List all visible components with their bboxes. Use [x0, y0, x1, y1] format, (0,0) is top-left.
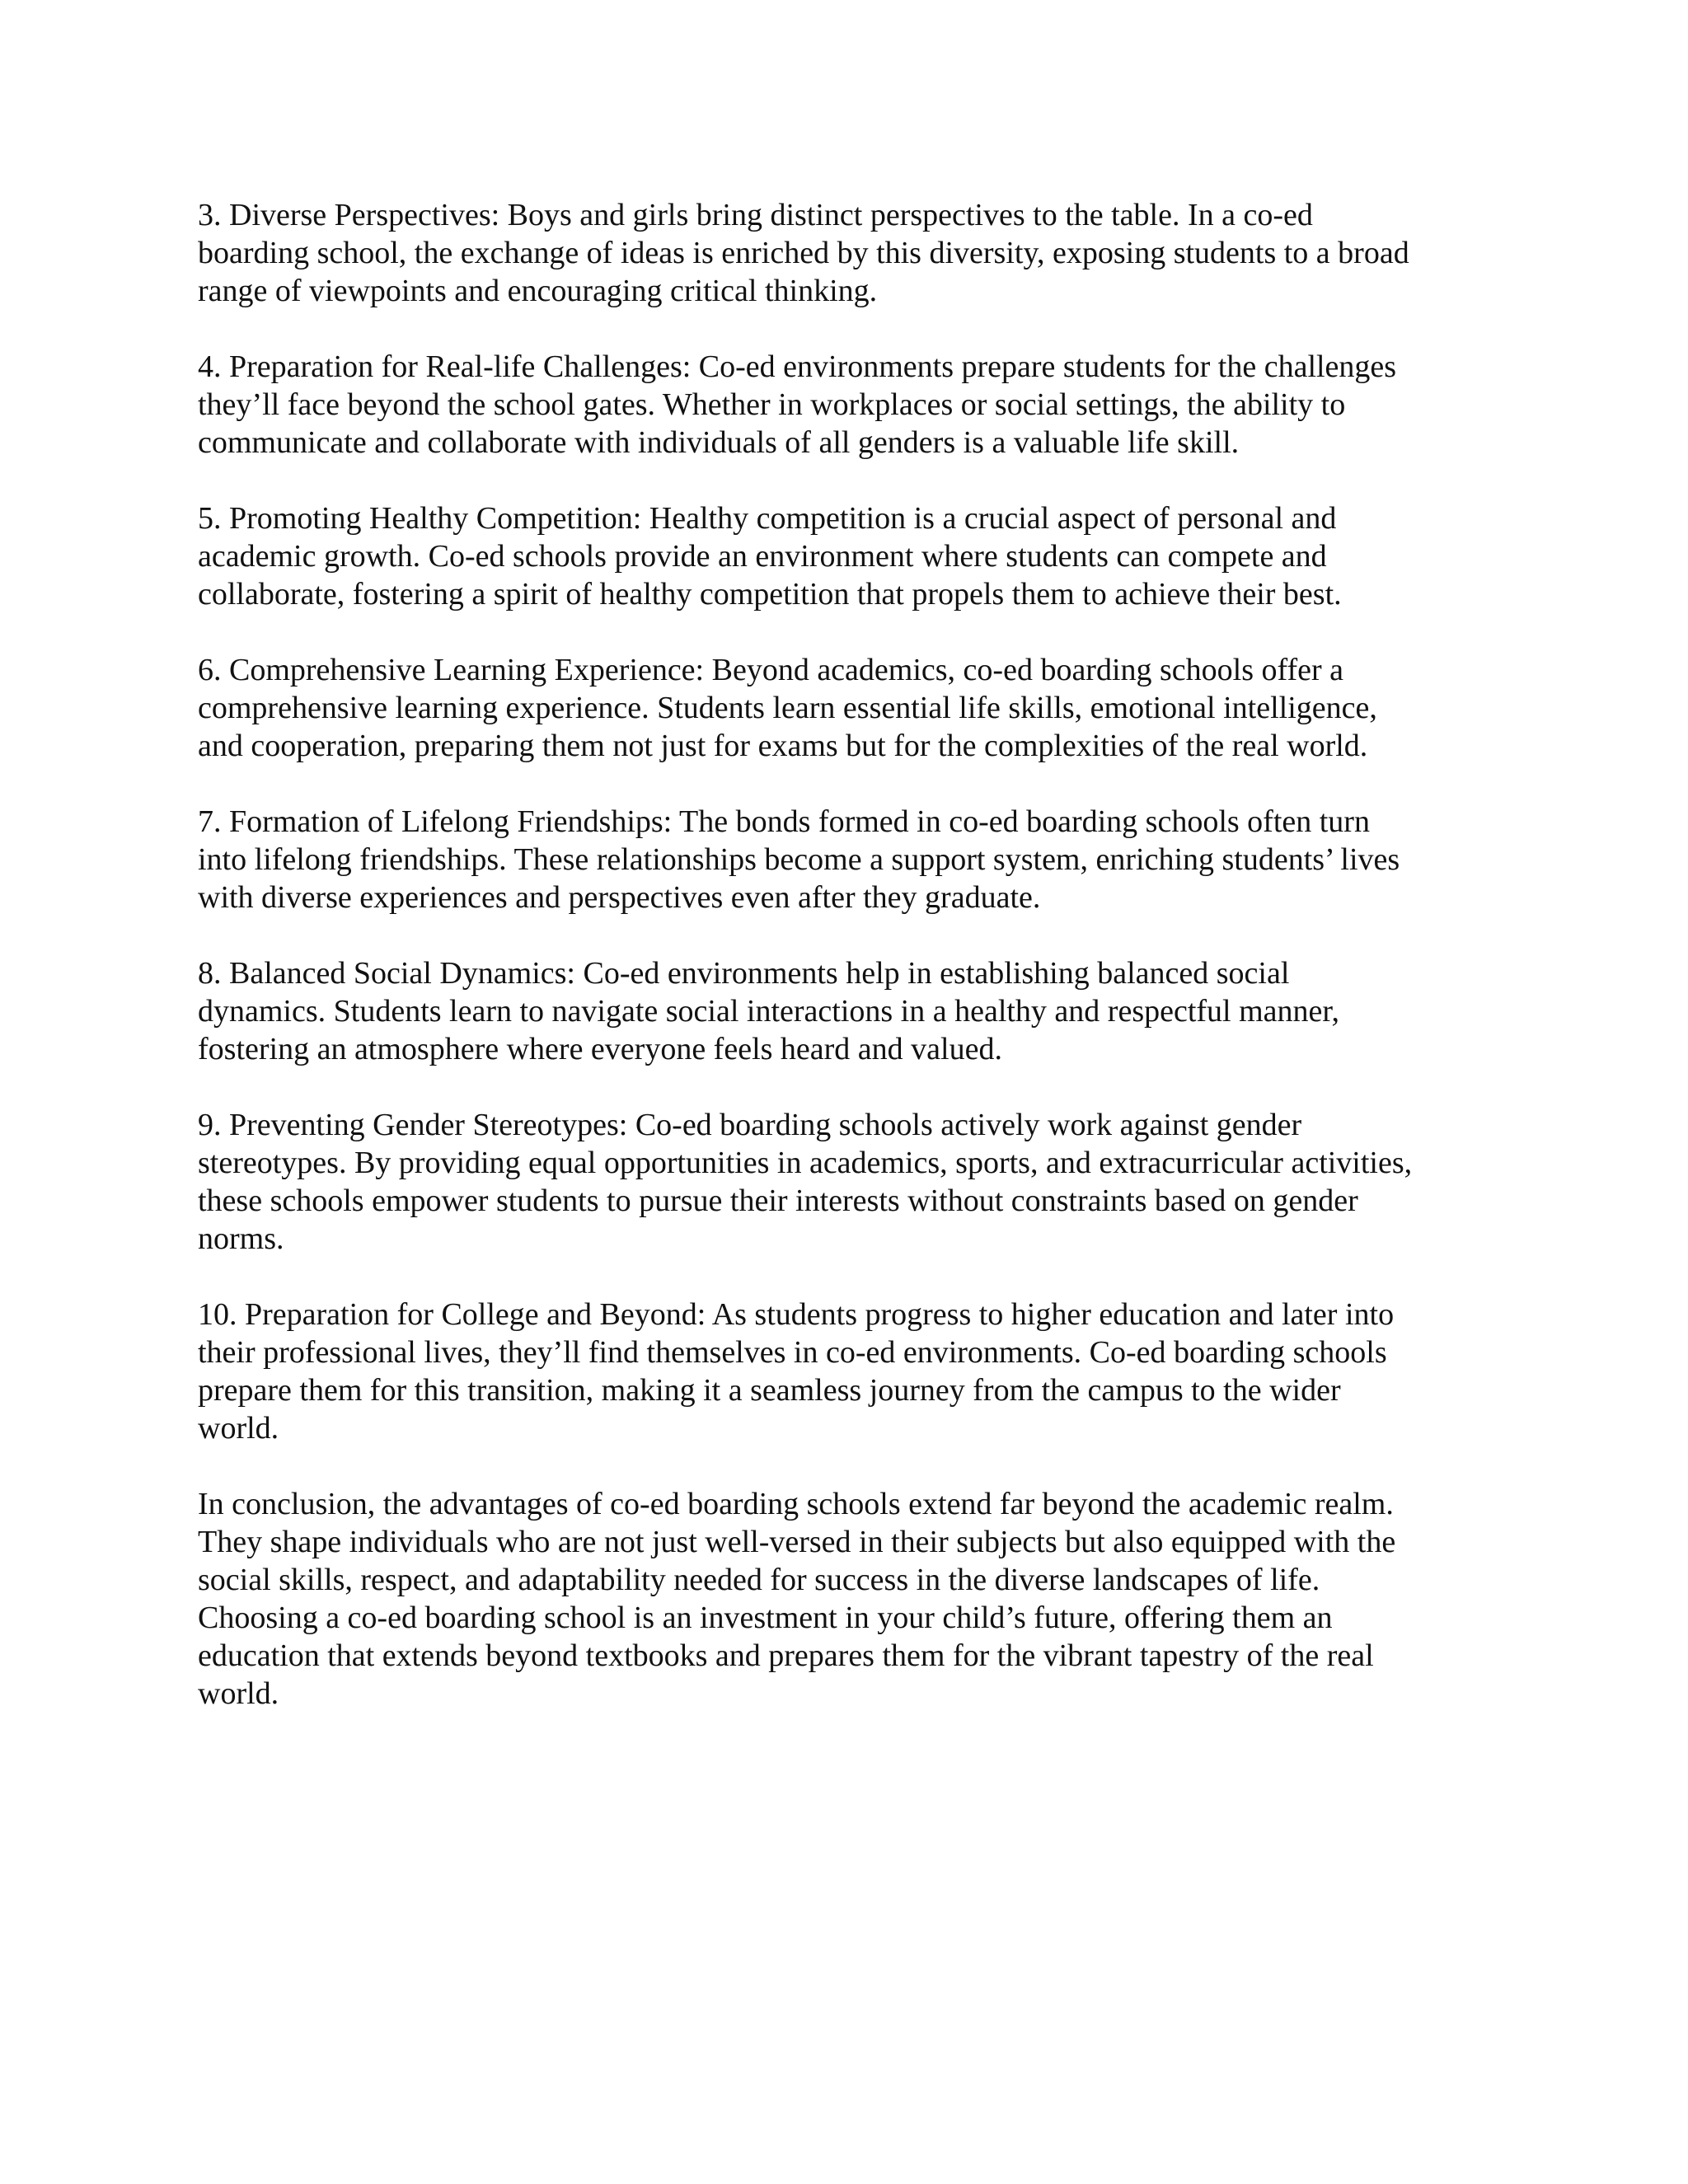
paragraph-conclusion: In conclusion, the advantages of co-ed boarding schools extend far beyond the academic realm. They shape individuals who are not just well-versed in their subjects but also equipped with the social skills, respect, and adaptability needed for success in the diverse landscapes of life. Choosing a co-ed boarding school is an investment in your child’s future, offering them an education that extends beyond textbooks and prepares them for the vibrant tapestry of the real world. — [198, 1487, 1396, 1711]
document-body — [198, 196, 1500, 1713]
paragraph-diverse-perspectives: 3. Diverse Perspectives: Boys and girls bring distinct perspectives to the table. In a co-ed boarding school, the exchange of ideas is enriched by this diversity, exposing students to a broad range of viewpoints and encouraging critical thinking. — [198, 198, 1409, 308]
paragraph-comprehensive-learning: 6. Comprehensive Learning Experience: Beyond academics, co-ed boarding schools offer a comprehensive learning experience. Students learn essential life skills, emotional intelligence, and cooperation, preparing them not just for exams but for the complexities of the real world. — [198, 653, 1377, 763]
paragraph-real-life-challenges: 4. Preparation for Real-life Challenges: Co-ed environments prepare students for the challenges they’ll face beyond the school gates. Whether in workplaces or social settings, the ability to communicate and collaborate with individuals of all genders is a valuable life skill. — [198, 349, 1397, 460]
paragraph-balanced-social-dynamics: 8. Balanced Social Dynamics: Co-ed environments help in establishing balanced social dynamics. Students learn to navigate social interactions in a healthy and respectful manner, fostering an atmosphere where everyone feels heard and valued. — [198, 956, 1340, 1066]
paragraph-college-and-beyond: 10. Preparation for College and Beyond: As students progress to higher education and later into their professional lives, they’ll find themselves in co-ed environments. Co-ed boarding schools prepare them for this transition, making it a seamless journey from the campus to the wider world. — [198, 1297, 1395, 1446]
paragraph-healthy-competition: 5. Promoting Healthy Competition: Healthy competition is a crucial aspect of personal and academic growth. Co-ed schools provide an environment where students can compete and collaborate, fostering a spirit of healthy competition that propels them to achieve their best. — [198, 501, 1342, 612]
paragraph-gender-stereotypes: 9. Preventing Gender Stereotypes: Co-ed boarding schools actively work against gender stereotypes. By providing equal opportunities in academics, sports, and extracurricular activities, these schools empower students to pursue their interests without constraints based on gender norms. — [198, 1108, 1413, 1256]
paragraph-lifelong-friendships: 7. Formation of Lifelong Friendships: The bonds formed in co-ed boarding schools often turn into lifelong friendships. These relationships become a support system, enriching students’ lives with diverse experiences and perspectives even after they graduate. — [198, 804, 1400, 915]
